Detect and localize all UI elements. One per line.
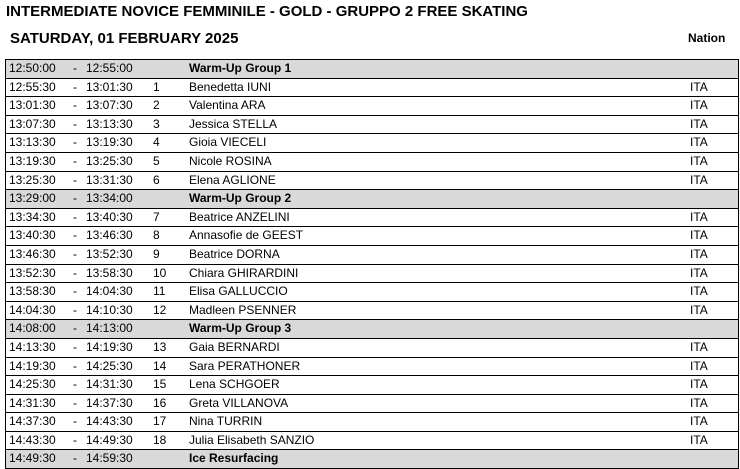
- start-time: 14:04:30: [9, 302, 56, 317]
- start-time: 13:40:30: [9, 228, 56, 243]
- time-separator: -: [73, 395, 77, 410]
- nation-code: ITA: [690, 135, 708, 150]
- time-separator: -: [73, 265, 77, 280]
- time-separator: -: [73, 61, 77, 75]
- nation-code: ITA: [690, 246, 708, 261]
- table-row: [5, 209, 739, 228]
- start-time: 13:34:30: [9, 209, 56, 224]
- end-time: 13:46:30: [86, 228, 133, 243]
- schedule-table: [5, 59, 739, 469]
- time-separator: -: [73, 302, 77, 317]
- nation-code: ITA: [690, 228, 708, 243]
- start-number: 8: [153, 228, 160, 243]
- time-separator: -: [73, 79, 77, 94]
- time-separator: -: [73, 228, 77, 243]
- table-row: [5, 395, 739, 414]
- start-time: 14:25:30: [9, 377, 56, 392]
- start-number: 2: [153, 98, 160, 113]
- nation-code: ITA: [690, 339, 708, 354]
- end-time: 13:52:30: [86, 246, 133, 261]
- nation-code: ITA: [690, 172, 708, 187]
- start-time: 14:08:00: [9, 321, 56, 336]
- start-number: 9: [153, 246, 160, 261]
- section-label: Warm-Up Group 1: [189, 61, 292, 75]
- start-time: 13:19:30: [9, 153, 56, 168]
- table-row: [5, 97, 739, 116]
- end-time: 14:19:30: [86, 339, 133, 354]
- table-row: [5, 227, 739, 246]
- skater-name: Jessica STELLA: [189, 116, 278, 131]
- start-number: 1: [153, 79, 160, 94]
- end-time: 14:49:30: [86, 432, 133, 447]
- table-row: [5, 283, 739, 302]
- start-time: 13:07:30: [9, 116, 56, 131]
- end-time: 14:31:30: [86, 377, 133, 392]
- end-time: 13:07:30: [86, 98, 133, 113]
- table-row: [5, 413, 739, 432]
- table-row: [5, 376, 739, 395]
- end-time: 14:25:30: [86, 358, 133, 373]
- skater-name: Julia Elisabeth SANZIO: [189, 432, 315, 447]
- page-title: INTERMEDIATE NOVICE FEMMINILE - GOLD - GRUPPO 2 FREE SKATING: [6, 3, 528, 20]
- section-row: [5, 60, 739, 79]
- section-row: [5, 190, 739, 209]
- table-row: [5, 302, 739, 321]
- end-time: 14:37:30: [86, 395, 133, 410]
- skater-name: Nina TURRIN: [189, 414, 263, 429]
- table-row: [5, 432, 739, 451]
- end-time: 12:55:00: [86, 61, 133, 75]
- start-number: 18: [153, 432, 167, 447]
- start-time: 14:37:30: [9, 414, 56, 429]
- table-row: [5, 358, 739, 377]
- end-time: 14:04:30: [86, 284, 133, 299]
- nation-code: ITA: [690, 153, 708, 168]
- start-number: 10: [153, 265, 167, 280]
- start-number: 4: [153, 135, 160, 150]
- end-time: 14:10:30: [86, 302, 133, 317]
- time-separator: -: [73, 116, 77, 131]
- skater-name: Beatrice DORNA: [189, 246, 280, 261]
- table-row: [5, 79, 739, 98]
- event-date: SATURDAY, 01 FEBRUARY 2025: [10, 30, 239, 47]
- time-separator: -: [73, 377, 77, 392]
- time-separator: -: [73, 135, 77, 150]
- skater-name: Valentina ARA: [189, 98, 266, 113]
- table-row: [5, 172, 739, 191]
- end-time: 13:40:30: [86, 209, 133, 224]
- start-time: 14:13:30: [9, 339, 56, 354]
- skater-name: Annasofie de GEEST: [189, 228, 304, 243]
- end-time: 13:19:30: [86, 135, 133, 150]
- start-number: 13: [153, 339, 167, 354]
- nation-code: ITA: [690, 377, 708, 392]
- skater-name: Benedetta IUNI: [189, 79, 272, 94]
- nation-code: ITA: [690, 358, 708, 373]
- start-number: 6: [153, 172, 160, 187]
- nation-code: ITA: [690, 414, 708, 429]
- nation-code: ITA: [690, 284, 708, 299]
- end-time: 13:34:00: [86, 191, 133, 206]
- skater-name: Greta VILLANOVA: [189, 395, 289, 410]
- section-row: [5, 450, 739, 469]
- table-row: [5, 265, 739, 284]
- start-time: 14:49:30: [9, 451, 56, 466]
- time-separator: -: [73, 191, 77, 206]
- time-separator: -: [73, 358, 77, 373]
- start-time: 13:29:00: [9, 191, 56, 206]
- time-separator: -: [73, 339, 77, 354]
- nation-code: ITA: [690, 302, 708, 317]
- nation-code: ITA: [690, 98, 708, 113]
- skater-name: Madleen PSENNER: [189, 302, 297, 317]
- time-separator: -: [73, 209, 77, 224]
- end-time: 14:43:30: [86, 414, 133, 429]
- time-separator: -: [73, 98, 77, 113]
- time-separator: -: [73, 284, 77, 299]
- end-time: 13:31:30: [86, 172, 133, 187]
- table-row: [5, 134, 739, 153]
- start-time: 14:19:30: [9, 358, 56, 373]
- start-number: 7: [153, 209, 160, 224]
- skater-name: Chiara GHIRARDINI: [189, 265, 299, 280]
- end-time: 14:59:30: [86, 451, 133, 466]
- time-separator: -: [73, 432, 77, 447]
- start-number: 12: [153, 302, 167, 317]
- nation-code: ITA: [690, 395, 708, 410]
- start-number: 11: [153, 284, 166, 299]
- time-separator: -: [73, 172, 77, 187]
- start-number: 14: [153, 358, 167, 373]
- start-time: 12:55:30: [9, 79, 56, 94]
- skater-name: Elisa GALLUCCIO: [189, 284, 288, 299]
- nation-code: ITA: [690, 209, 708, 224]
- nation-code: ITA: [690, 116, 708, 131]
- time-separator: -: [73, 246, 77, 261]
- start-number: 5: [153, 153, 160, 168]
- nation-code: ITA: [690, 432, 708, 447]
- skater-name: Gioia VIECELI: [189, 135, 267, 150]
- start-time: 13:52:30: [9, 265, 56, 280]
- end-time: 13:25:30: [86, 153, 133, 168]
- section-label: Warm-Up Group 2: [189, 191, 292, 206]
- start-time: 14:43:30: [9, 432, 56, 447]
- skater-name: Elena AGLIONE: [189, 172, 276, 187]
- start-number: 15: [153, 377, 167, 392]
- section-label: Ice Resurfacing: [189, 451, 279, 466]
- skater-name: Nicole ROSINA: [189, 153, 272, 168]
- table-row: [5, 153, 739, 172]
- start-number: 17: [153, 414, 167, 429]
- start-time: 12:50:00: [9, 61, 56, 75]
- nation-code: ITA: [690, 265, 708, 280]
- end-time: 13:58:30: [86, 265, 133, 280]
- start-time: 13:13:30: [9, 135, 56, 150]
- skater-name: Lena SCHGOER: [189, 377, 280, 392]
- table-row: [5, 246, 739, 265]
- skater-name: Beatrice ANZELINI: [189, 209, 290, 224]
- start-time: 13:46:30: [9, 246, 56, 261]
- end-time: 14:13:00: [86, 321, 133, 336]
- skater-name: Sara PERATHONER: [189, 358, 301, 373]
- time-separator: -: [73, 321, 77, 336]
- start-time: 13:25:30: [9, 172, 56, 187]
- time-separator: -: [73, 451, 77, 466]
- table-row: [5, 116, 739, 135]
- start-time: 13:58:30: [9, 284, 56, 299]
- time-separator: -: [73, 414, 77, 429]
- start-number: 3: [153, 116, 160, 131]
- nation-code: ITA: [690, 79, 708, 94]
- end-time: 13:13:30: [86, 116, 133, 131]
- table-row: [5, 339, 739, 358]
- start-time: 14:31:30: [9, 395, 56, 410]
- end-time: 13:01:30: [86, 79, 133, 94]
- start-number: 16: [153, 395, 167, 410]
- start-time: 13:01:30: [9, 98, 56, 113]
- time-separator: -: [73, 153, 77, 168]
- skater-name: Gaia BERNARDI: [189, 339, 280, 354]
- nation-column-header: Nation: [688, 31, 726, 45]
- section-row: [5, 320, 739, 339]
- section-label: Warm-Up Group 3: [189, 321, 292, 336]
